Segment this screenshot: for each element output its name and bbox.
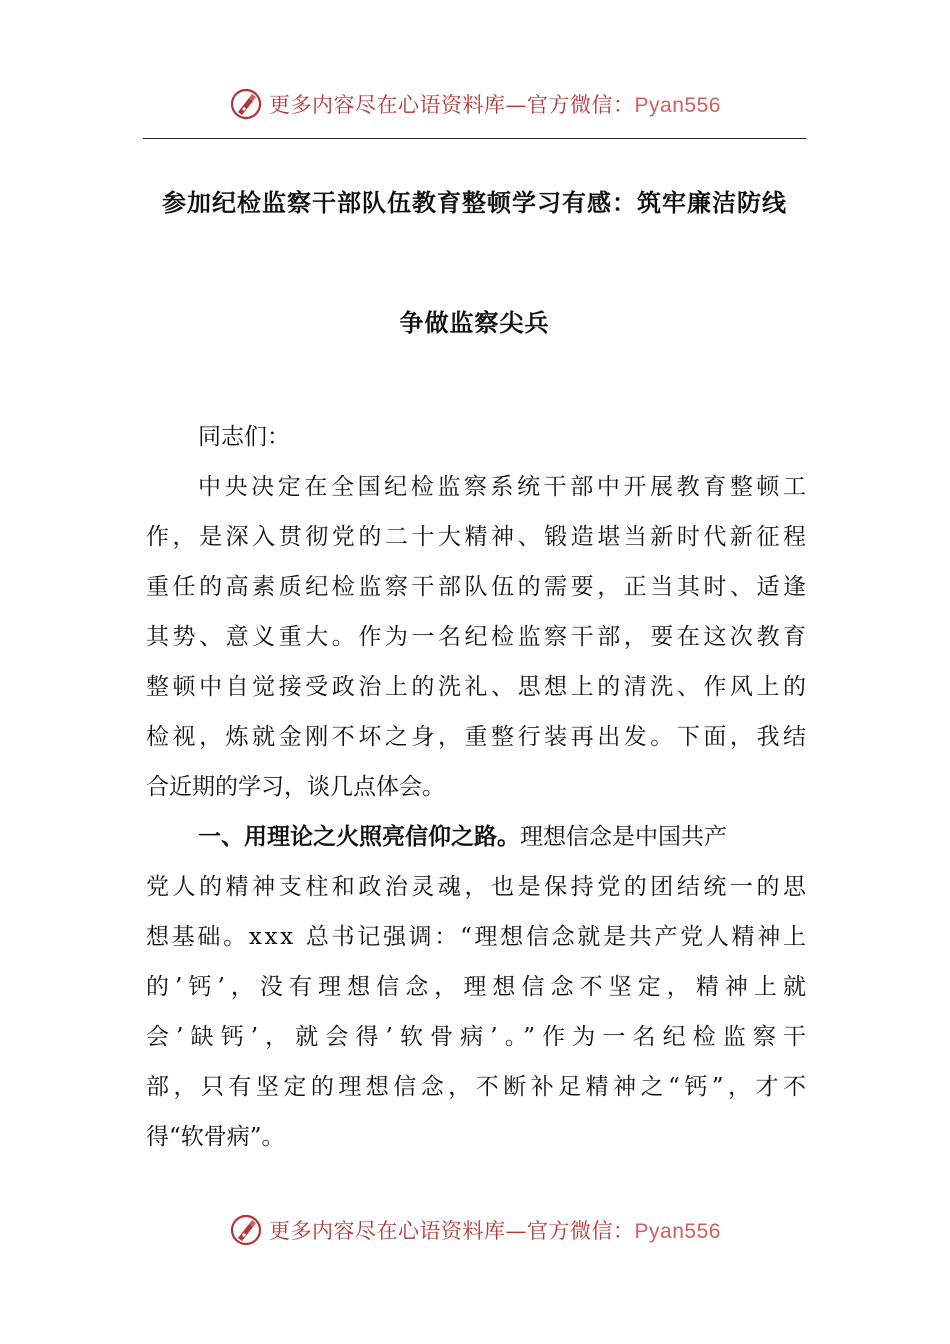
paragraph-line: 作，是深入贯彻党的二十大精神、锻造堪当新时代新征程 <box>146 524 810 550</box>
salutation: 同志们： <box>198 424 290 450</box>
paragraph-line: 得“软骨病”。 <box>146 1124 285 1150</box>
footer-banner-cn: 更多内容尽在心语资料库—官方微信： <box>269 1219 635 1243</box>
paragraph-line: 会’缺钙’，就会得’软骨病’。”作为一名纪检监察干 <box>146 1024 814 1050</box>
document-body <box>146 420 814 1170</box>
paragraph-line: 部，只有坚定的理想信念，不断补足精神之“钙”，才不 <box>146 1074 811 1100</box>
section1-first-rest: 理想信念是中国共产 <box>520 824 727 850</box>
paragraph-line: 的’钙’，没有理想信念，理想信念不坚定，精神上就 <box>146 974 813 1000</box>
pen-nib-logo-icon <box>229 1213 263 1247</box>
pen-nib-logo-icon <box>229 87 263 121</box>
footer-banner-wechat-id: Pyan556 <box>634 1220 721 1243</box>
paragraph-line: 中央决定在全国纪检监察系统干部中开展教育整顿工 <box>198 474 810 500</box>
paragraph-line: 重任的高素质纪检监察干部队伍的需要，正当其时、适逢 <box>146 574 810 600</box>
document-title-line1: 参加纪检监察干部队伍教育整顿学习有感：筑牢廉洁防线 <box>162 188 787 217</box>
paragraph-line: 其势、意义重大。作为一名纪检监察干部，要在这次教育 <box>146 624 810 650</box>
paragraph-line: 党人的精神支柱和政治灵魂，也是保持党的团结统一的思 <box>146 874 810 900</box>
footer-banner-text <box>269 1215 721 1245</box>
header-banner-wechat-id: Pyan556 <box>634 94 721 117</box>
paragraph-line: 合近期的学习，谈几点体会。 <box>146 774 445 800</box>
paragraph-line: 想基础。xxx 总书记强调：“理想信念就是共产党人精神上 <box>146 924 809 950</box>
footer-banner <box>0 1210 950 1250</box>
header-banner-text <box>269 89 721 119</box>
paragraph-line: 检视，炼就金刚不坏之身，重整行装再出发。下面，我结 <box>146 724 810 750</box>
header-divider <box>143 138 806 139</box>
header-banner <box>0 84 950 124</box>
section1-first-line <box>146 820 806 870</box>
document-title-line2: 争做监察尖兵 <box>399 308 550 337</box>
header-banner-cn: 更多内容尽在心语资料库—官方微信： <box>269 93 635 117</box>
paragraph-line: 整顿中自觉接受政治上的洗礼、思想上的清洗、作风上的 <box>146 674 810 700</box>
section1-heading: 一、用理论之火照亮信仰之路。 <box>198 823 520 850</box>
